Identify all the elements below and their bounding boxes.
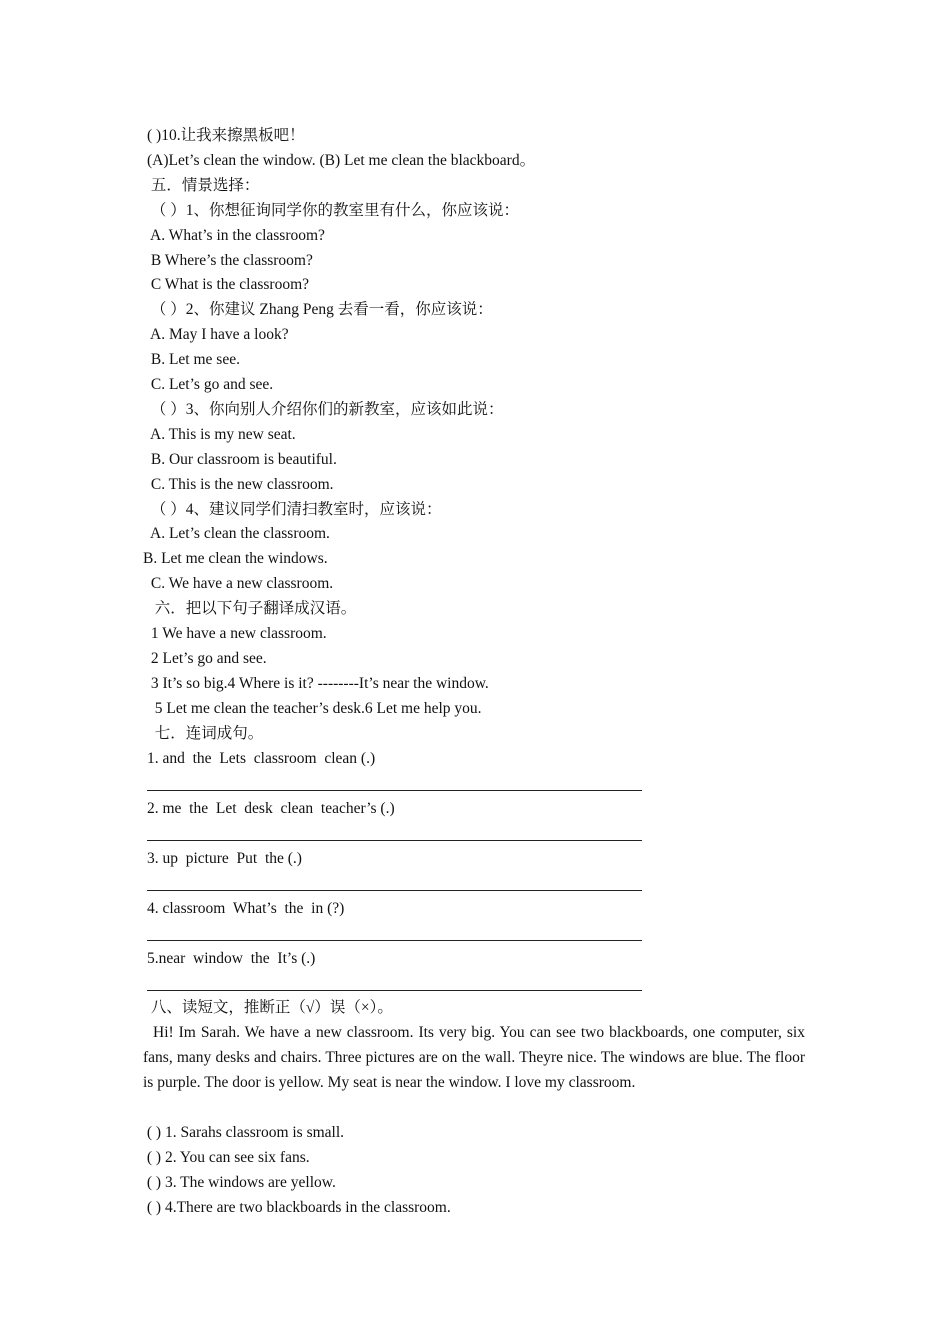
answer-line[interactable] — [147, 940, 642, 941]
text-line: B. Let me see. — [147, 351, 240, 369]
text-line: （ ）4、建议同学们清扫教室时，应该说： — [147, 500, 442, 518]
text-line: （ ）2、你建议 Zhang Peng 去看一看，你应该说： — [147, 301, 493, 319]
text-line: C. Let’s go and see. — [147, 376, 274, 393]
text-line: A. This is my new seat. — [147, 425, 296, 443]
answer-line[interactable] — [147, 790, 642, 791]
text-line: ( )10.让我来擦黑板吧！ — [147, 127, 305, 144]
text-line: A. Let’s clean the classroom. — [147, 525, 330, 543]
text-line: B. Our classroom is beautiful. — [147, 450, 337, 468]
text-line: 五．情景选择： — [147, 176, 260, 194]
sentence-item: 5.near window the It’s (.) — [147, 950, 316, 967]
text-line: 七．连词成句。 — [147, 724, 264, 742]
judgment-item: ( ) 2. You can see six fans. — [143, 1148, 310, 1166]
sentence-item: 2. me the Let desk clean teacher’s (.) — [147, 800, 395, 817]
judgment-item: ( ) 4.There are two blackboards in the classroom. — [143, 1198, 451, 1216]
section-8-heading: 八、读短文，推断正（√）误（×）。 — [147, 999, 393, 1016]
text-line: C. This is the new classroom. — [147, 475, 334, 493]
text-line: 5 Let me clean the teacher’s desk.6 Let me help you. — [147, 699, 482, 717]
sentence-item: 1. and the Lets classroom clean (.) — [147, 750, 376, 767]
judgment-item: ( ) 1. Sarahs classroom is small. — [143, 1124, 345, 1141]
text-line: (A)Let’s clean the window. (B) Let me clean the blackboard。 — [147, 151, 536, 169]
answer-line[interactable] — [147, 840, 642, 841]
text-line: 3 It’s so big.4 Where is it? --------It’s near the window. — [147, 674, 489, 692]
sentence-item: 4. classroom What’s the in (?) — [147, 900, 345, 917]
text-line: 六．把以下句子翻译成汉语。 — [147, 600, 357, 618]
reading-passage: Hi! Im Sarah. We have a new classroom. Its very big. You can see two blackboards, one computer, six fans, many desks and chairs. Three pictures are on the wall. Theyre nice. The windows are blue. The floor is purple. The door is yellow. My seat is near the window. I love my classroom. — [143, 1024, 805, 1091]
judgment-item: ( ) 3. The windows are yellow. — [143, 1173, 336, 1191]
text-line: C What is the classroom? — [147, 276, 310, 294]
text-line: （ ）3、你向别人介绍你们的新教室，应该如此说： — [147, 400, 504, 418]
text-line: 2 Let’s go and see. — [147, 649, 267, 667]
text-line: C. We have a new classroom. — [147, 575, 334, 593]
text-line: A. What’s in the classroom? — [147, 226, 325, 244]
answer-line[interactable] — [147, 890, 642, 891]
text-line: （ ）1、你想征询同学你的教室里有什么，你应该说： — [147, 201, 520, 219]
answer-line[interactable] — [147, 990, 642, 991]
sentence-item: 3. up picture Put the (.) — [147, 850, 302, 867]
text-line: 1 We have a new classroom. — [147, 625, 327, 642]
text-line: B. Let me clean the windows. — [143, 550, 328, 568]
text-line: A. May I have a look? — [147, 326, 289, 344]
text-line: B Where’s the classroom? — [147, 251, 313, 269]
